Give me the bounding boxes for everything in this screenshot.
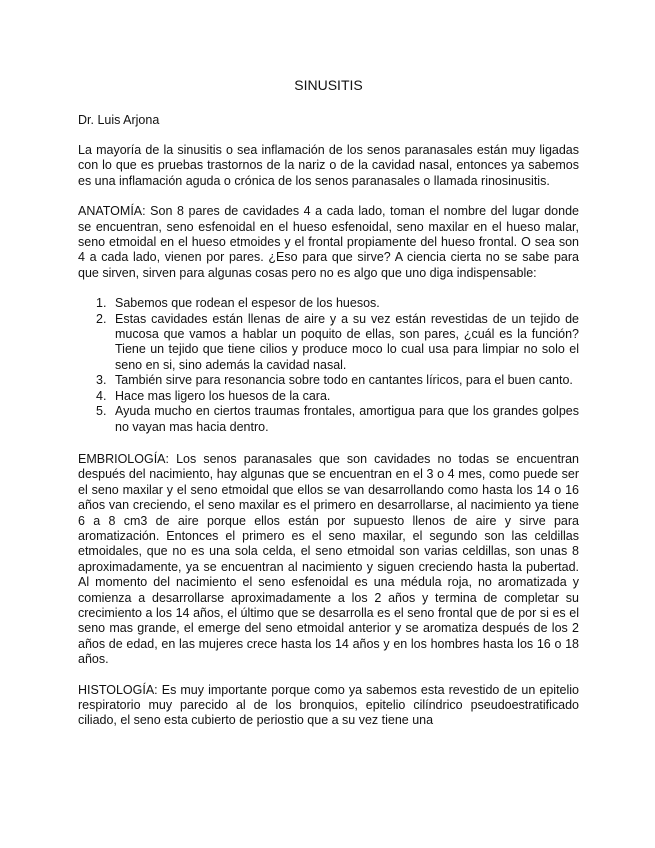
list-item-text: Ayuda mucho en ciertos traumas frontales, amortigua para que los grandes golpes no vayan mas hacia dentro. <box>115 404 579 434</box>
list-item-text: Sabemos que rodean el espesor de los huesos. <box>115 296 380 311</box>
list-item-text: También sirve para resonancia sobre todo en cantantes líricos, para el buen canto. <box>115 373 573 388</box>
list-item-number: 2. <box>96 311 107 326</box>
list-item-text: Estas cavidades están llenas de aire y a su vez están revestidas de un tejido de mucosa que vamos a hablar un poquito de ellas, son pares, ¿cuál es la función? Tiene un tejido que tiene cilios y produce moco lo cual usa para limpiar no solo el seno en si, sino además la cavidad nasal. <box>115 311 579 372</box>
list-item-number: 3. <box>96 373 107 388</box>
list-item-number: 1. <box>96 296 107 311</box>
histologia-paragraph: HISTOLOGÍA: Es muy importante porque como ya sabemos esta revestido de un epitelio respiratorio muy parecido al de los bronquios, epitelio cilíndrico pseudoestratificado ciliado, el seno esta cubierto de periostio que a su vez tiene una <box>78 682 579 728</box>
list-item <box>78 312 579 374</box>
anatomia-function-list <box>78 296 579 435</box>
list-item <box>78 373 579 388</box>
list-item-number: 5. <box>96 404 107 419</box>
document-author: Dr. Luis Arjona <box>78 113 160 127</box>
embriologia-paragraph: EMBRIOLOGÍA: Los senos paranasales que son cavidades no todas se encuentran después del nacimiento, hay algunas que se encuentran en el 3 o 4 mes, como puede ser el seno maxilar y el seno etmoidal que ellos se van desarrollando como hasta los 14 o 16 años van creciendo, el seno maxilar es el primero en desarrollarse, al nacimiento ya tiene 6 a 8 cm3 de aire porque ellos están por supuesto llenos de aire y sirve para aromatización. Entonces el primero es el seno maxilar, el segundo son las celdillas etmoidales, que no es una sola celda, el seno etmoidal son varias celdillas, son unas 8 aproximadamente, ya se encuentran al nacimiento y siguen creciendo hasta la pubertad. Al momento del nacimiento el seno esfenoidal es una médula roja, no aromatizada y comienza a desarrollarse aproximadamente a los 2 años y termina de completar su crecimiento a los 14 años, el último que se desarrolla es el seno frontal que de por si es el seno mas grande, el emerge del seno etmoidal anterior y se aromatiza después de los 2 años de edad, en las mujeres crece hasta los 14 años y en los hombres hasta los 16 o 18 años. <box>78 451 579 667</box>
list-item <box>78 389 579 404</box>
document-title: SINUSITIS <box>294 77 363 93</box>
list-item <box>78 404 579 435</box>
list-item <box>78 296 579 311</box>
list-item-text: Hace mas ligero los huesos de la cara. <box>115 388 331 403</box>
intro-paragraph: La mayoría de la sinusitis o sea inflamación de los senos paranasales están muy ligadas con lo que es pruebas trastornos de la nariz o de la cavidad nasal, entonces ya sabemos es una inflamación aguda o crónica de los senos paranasales o llamada rinosinusitis. <box>78 143 579 188</box>
list-item-number: 4. <box>96 388 107 403</box>
anatomia-paragraph: ANATOMÍA: Son 8 pares de cavidades 4 a cada lado, toman el nombre del lugar donde se encuentran, seno esfenoidal en el hueso esfenoidal, seno maxilar en el hueso malar, seno etmoidal en el hueso etmoides y el frontal propiamente del hueso frontal. O sea son 4 a cada lado, vienen por pares. ¿Eso para que sirve? A ciencia cierta no se sabe para que sirven, sirven para algunas cosas pero no es algo que uno diga indispensable: <box>78 204 579 280</box>
